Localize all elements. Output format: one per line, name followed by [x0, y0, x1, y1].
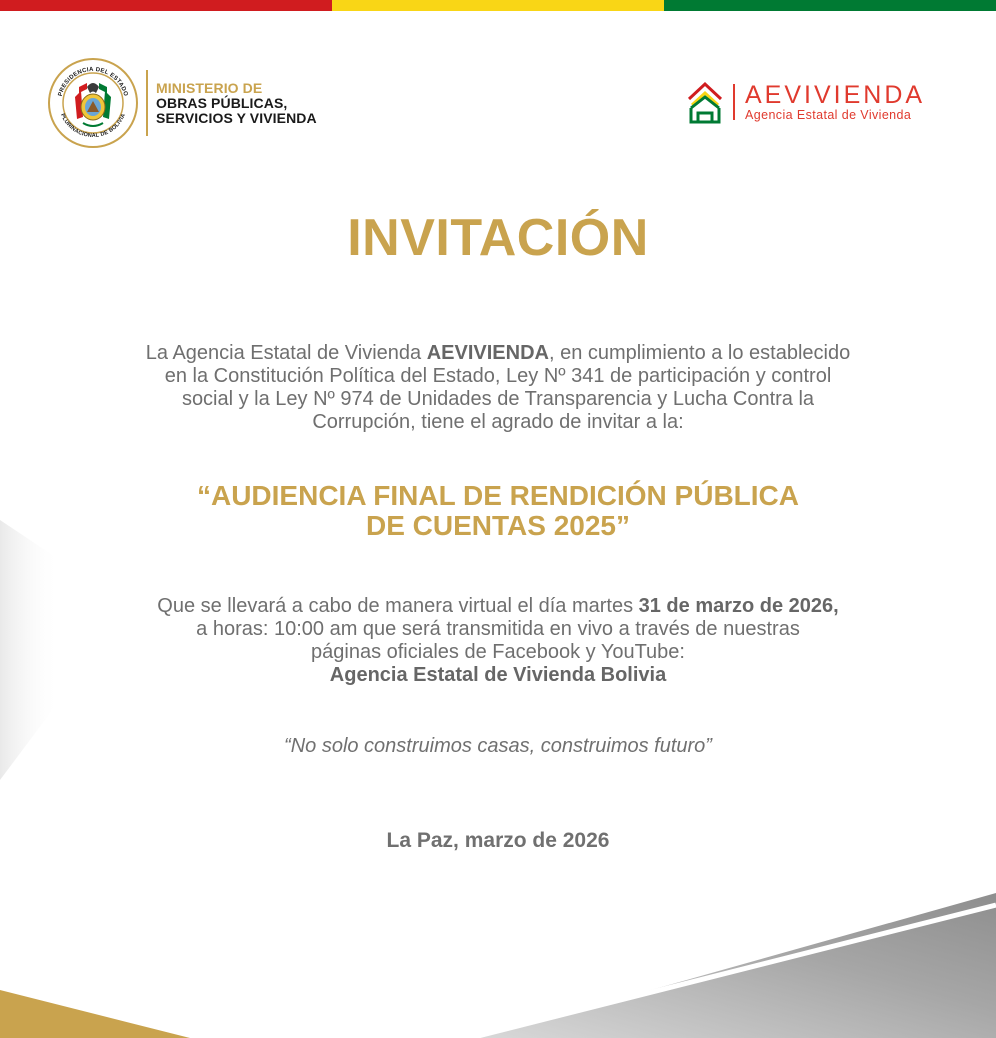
details-text-1: Que se llevará a cabo de manera virtual el día martes — [157, 595, 639, 617]
ministry-line-3: SERVICIOS Y VIVIENDA — [156, 109, 317, 126]
intro-line-3: social y la Ley Nº 974 de Unidades de Transparencia y Lucha Contra la — [181, 388, 815, 410]
ministry-divider — [146, 70, 148, 136]
details-line-3: páginas oficiales de Facebook y YouTube: — [311, 641, 685, 663]
motto-quote: “No solo construimos casas, construimos futuro” — [284, 735, 712, 757]
intro-line-2: en la Constitución Política del Estado, Ley Nº 341 de participación y control — [164, 365, 832, 387]
ministry-line-2: OBRAS PÚBLICAS, — [156, 94, 288, 111]
ministry-name — [156, 81, 317, 126]
aevivienda-text — [745, 82, 925, 122]
intro-line-4: Corrupción, tiene el agrado de invitar a la: — [312, 411, 684, 433]
ministry-logo — [47, 57, 317, 149]
ministry-line-1: MINISTERIO DE — [156, 79, 263, 96]
intro-text-1: La Agencia Estatal de Vivienda — [145, 342, 427, 364]
place-date: La Paz, marzo de 2026 — [386, 829, 610, 852]
seal-top-text: PRESIDENCIA DEL ESTADO — [57, 66, 129, 98]
event-name — [0, 481, 996, 541]
seal-bottom-text: PLURINACIONAL DE BOLIVIA — [59, 112, 127, 140]
aevivienda-logo — [686, 79, 925, 125]
aevivienda-divider — [733, 84, 735, 120]
event-line-1: “AUDIENCIA FINAL DE RENDICIÓN PÚBLICA — [196, 480, 799, 511]
details-line-2: a horas: 10:00 am que será transmitida en vivo a través de nuestras — [196, 618, 800, 640]
details-paragraph — [60, 595, 936, 687]
intro-text-2: , en cumplimiento a lo establecido — [548, 342, 851, 364]
aevivienda-name: AEVIVIENDA — [745, 81, 926, 109]
bolivia-state-seal — [47, 57, 139, 149]
details-bold-pages: Agencia Estatal de Vivienda Bolivia — [329, 664, 667, 686]
event-line-2: DE CUENTAS 2025” — [365, 510, 630, 541]
intro-bold-agency: AEVIVIENDA — [426, 342, 549, 364]
details-bold-date: 31 de marzo de 2026, — [638, 595, 839, 617]
house-icon — [686, 79, 724, 125]
gold-corner-band — [0, 990, 190, 1038]
intro-paragraph — [60, 342, 936, 434]
aevivienda-subtitle: Agencia Estatal de Vivienda — [745, 108, 912, 122]
invitation-title: INVITACIÓN — [347, 209, 649, 267]
